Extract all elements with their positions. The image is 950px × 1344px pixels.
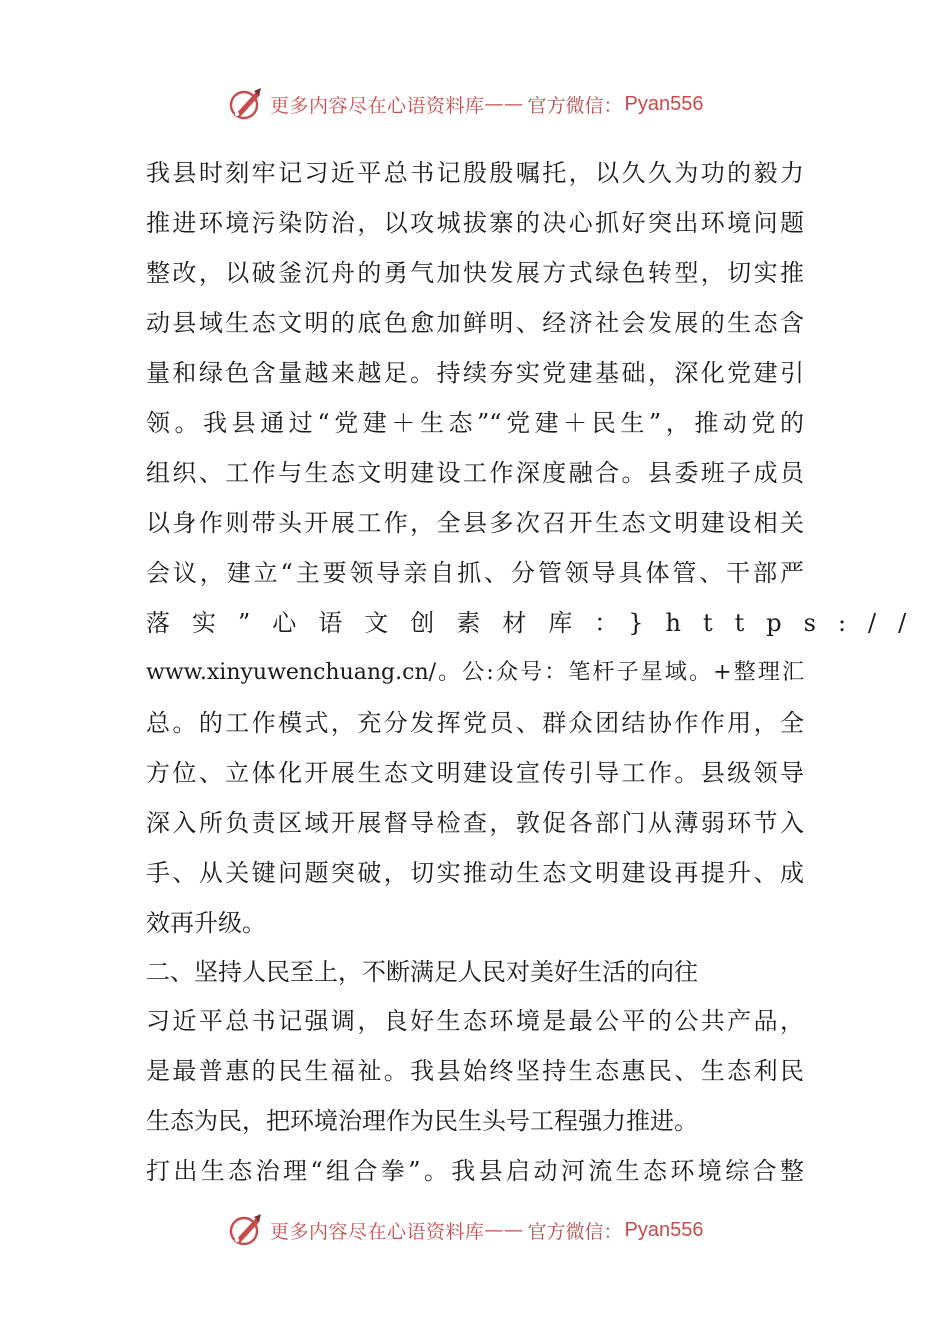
wechat-label: 官方微信： xyxy=(527,94,623,117)
banner-dash: —— xyxy=(484,93,524,115)
text-line: 效再升级。 xyxy=(146,909,266,937)
text-line: 会议，建立“主要领导亲自抓、分管领导具体管、干部严 xyxy=(146,559,804,587)
text-line: 整改，以破釜沉舟的勇气加快发展方式绿色转型，切实推 xyxy=(146,259,804,287)
banner-text: 更多内容尽在心语资料库 xyxy=(270,1220,485,1243)
pen-logo-icon xyxy=(228,86,264,122)
text-line: 习近平总书记强调，良好生态环境是最公平的公共产品， xyxy=(146,1007,804,1035)
text-line: www.xinyuwenchuang.cn/。公:众号：笔杆子星域。+整理汇 xyxy=(146,660,804,685)
text-line: 量和绿色含量越来越足。持续夯实党建基础，深化党建引 xyxy=(146,359,804,387)
text-line: 手、从关键问题突破，切实推动生态文明建设再提升、成 xyxy=(146,859,804,887)
text-line: 是最普惠的民生福祉。我县始终坚持生态惠民、生态利民 xyxy=(146,1057,804,1085)
pen-logo-icon xyxy=(228,1212,264,1248)
text-line: 总。的工作模式，充分发挥党员、群众团结协作作用，全 xyxy=(146,709,804,737)
header-banner xyxy=(228,84,704,124)
text-line: 深入所负责区域开展督导检查，敦促各部门从薄弱环节入 xyxy=(146,809,804,837)
text-line: 打出生态治理“组合拳”。我县启动河流生态环境综合整 xyxy=(146,1157,804,1185)
text-line: 领。我县通过“党建＋生态”“党建＋民生”，推动党的 xyxy=(146,409,804,437)
wechat-label: 官方微信： xyxy=(527,1220,623,1243)
text-line: 方位、立体化开展生态文明建设宣传引导工作。县级领导 xyxy=(146,759,804,787)
text-line: 动县域生态文明的底色愈加鲜明、经济社会发展的生态含 xyxy=(146,309,804,337)
section-heading: 二、坚持人民至上，不断满足人民对美好生活的向往 xyxy=(146,958,698,986)
text-line: 组织、工作与生态文明建设工作深度融合。县委班子成员 xyxy=(146,459,804,487)
text-line: 推进环境污染防治，以攻城拔寨的决心抓好突出环境问题 xyxy=(146,209,804,237)
document-body xyxy=(146,148,929,1196)
footer-banner xyxy=(228,1210,704,1250)
wechat-id: Pyan556 xyxy=(624,92,704,115)
text-line: 以身作则带头开展工作，全县多次召开生态文明建设相关 xyxy=(146,509,804,537)
text-line: 落实”心语文创素材库：}https:// xyxy=(146,609,929,637)
text-line: 生态为民，把环境治理作为民生头号工程强力推进。 xyxy=(146,1107,698,1135)
text-line: 我县时刻牢记习近平总书记殷殷嘱托，以久久为功的毅力 xyxy=(146,159,804,187)
banner-text: 更多内容尽在心语资料库 xyxy=(270,94,485,117)
banner-dash: —— xyxy=(484,1219,524,1241)
wechat-id: Pyan556 xyxy=(624,1218,704,1241)
